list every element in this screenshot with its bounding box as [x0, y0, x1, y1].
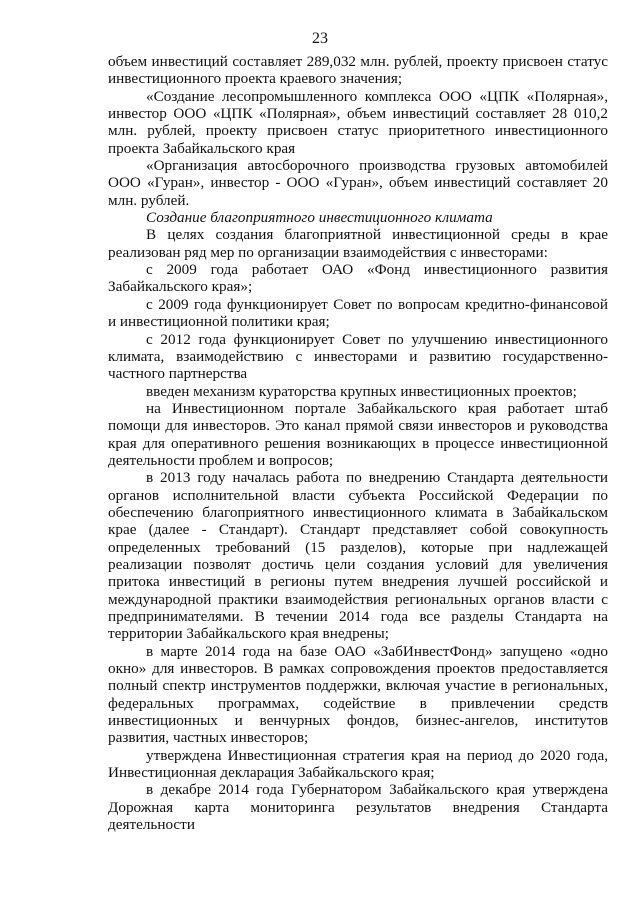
- paragraph-10: на Инвестиционном портале Забайкальского края работает штаб помощи для инвесторов. Это канал прямой связи инвесторов и руководства края для оперативного решения возникающих в процессе инвестиционной деятельности проблем и вопросов;: [108, 399, 608, 469]
- section-heading: Создание благоприятного инвестиционного климата: [146, 209, 493, 227]
- paragraph-13: утверждена Инвестиционная стратегия края на период до 2020 года, Инвестиционная декларация Забайкальского края;: [108, 746, 608, 782]
- page-number: 23: [312, 30, 328, 47]
- paragraph-12: в марте 2014 года на базе ОАО «ЗабИнвестФонд» запущено «одно окно» для инвесторов. В рамках сопровождения проектов предоставляется полный спектр инструментов поддержки, включая участие в региональных, федеральных программах, содействие в привлечении средств инвестиционных и венчурных фондов, бизнес-ангелов, институтов развития, частных инвесторов;: [108, 642, 608, 747]
- document-body: [108, 53, 608, 833]
- paragraph-6: с 2009 года работает ОАО «Фонд инвестиционного развития Забайкальского края»;: [108, 261, 608, 296]
- paragraph-3: «Организация автосборочного производства грузовых автомобилей ООО «Гуран», инвестор - ООО «Гуран», объем инвестиций составляет 20 млн. рублей.: [108, 157, 608, 209]
- paragraph-9: введен механизм кураторства крупных инвестиционных проектов;: [146, 382, 577, 400]
- paragraph-11: в 2013 году началась работа по внедрению Стандарта деятельности органов исполнительной власти субъекта Российской Федерации по обеспечению благоприятного инвестиционного климата в Забайкальском крае (далее - Стандарт). Стандарт представляет собой совокупность определенных требований (15 разделов), которые при надлежащей реализации позволят достичь цели создания условий для увеличения притока инвестиций в регионы путем внедрения лучшей российской и международной практики взаимодействия региональных органов власти с предпринимателями. В течении 2014 года все разделы Стандарта на территории Забайкальского края внедрены;: [108, 469, 608, 643]
- paragraph-5: В целях создания благоприятной инвестиционной среды в крае реализован ряд мер по организации взаимодействия с инвесторами:: [108, 226, 608, 261]
- paragraph-7: с 2009 года функционирует Совет по вопросам кредитно-финансовой и инвестиционной политики края;: [108, 295, 608, 331]
- paragraph-2: «Создание лесопромышленного комплекса ООО «ЦПК «Полярная», инвестор ООО «ЦПК «Полярная», объем инвестиций составляет 28 010,2 млн. рублей, проекту присвоен статус приоритетного инвестиционного проекта Забайкальского края: [108, 87, 608, 157]
- paragraph-8: с 2012 года функционирует Совет по улучшению инвестиционного климата, взаимодействию с инвесторами и развитию государственно-частного партнерства: [108, 330, 608, 383]
- paragraph-1: объем инвестиций составляет 289,032 млн. рублей, проекту присвоен статус инвестиционного проекта краевого значения;: [108, 53, 608, 88]
- paragraph-14: в декабре 2014 года Губернатором Забайкальского края утверждена Дорожная карта мониторинга результатов внедрения Стандарта деятельности: [108, 781, 608, 834]
